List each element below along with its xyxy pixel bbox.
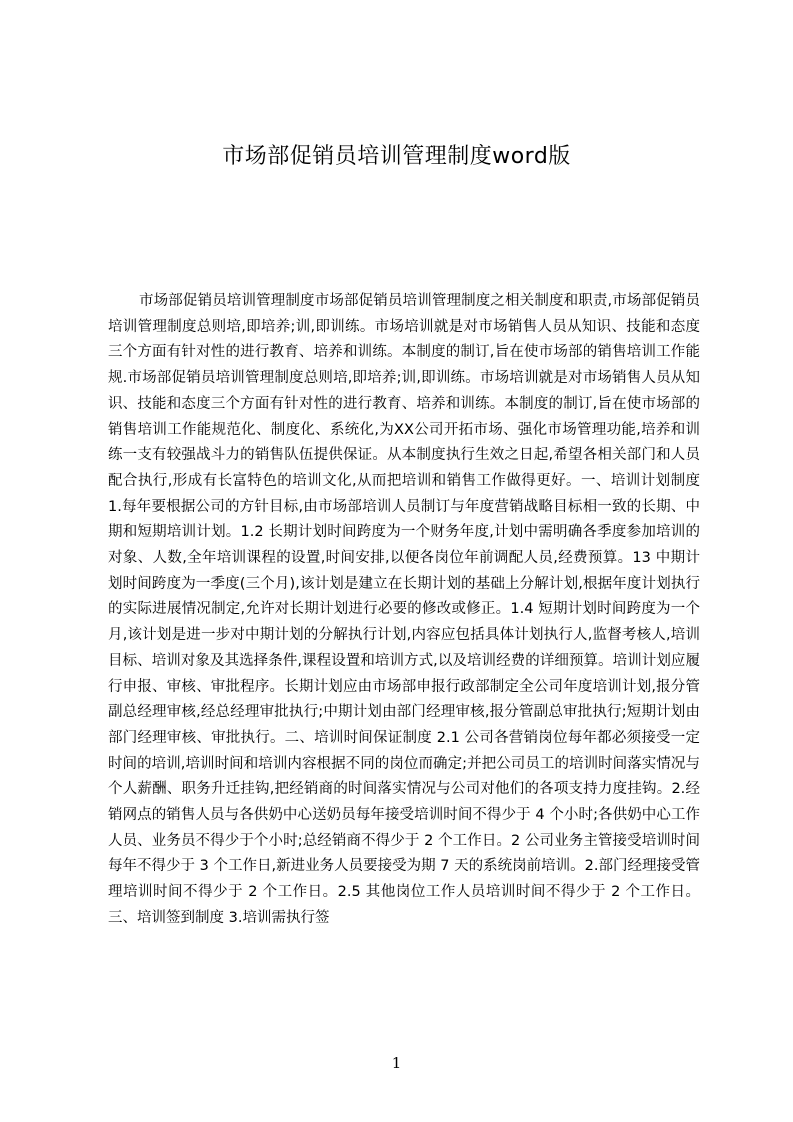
page-title: 市场部促销员培训管理制度word版 [222,144,571,169]
body-paragraph: 市场部促销员培训管理制度市场部促销员培训管理制度之相关制度和职责,市场部促销员培训管理制度总则培,即培养;训,即训练。市场培训就是对市场销售人员从知识、技能和态度三个方面有针对性的进行教育、培养和训练。本制度的制订,旨在使市场部的销售培训工作能规.市场部促销员培训管理制度总则培,即培养;训,即训练。市场培训就是对市场销售人员从知识、技能和态度三个方面有针对性的进行教育、培养和训练。本制度的制订,旨在使市场部的销售培训工作能规范化、制度化、系统化,为XX公司开拓市场、强化市场管理功能,培养和训练一支有较强战斗力的销售队伍提供保证。从本制度执行生效之日起,希望各相关部门和人员配合执行,形成有长富特色的培训文化,从而把培训和销售工作做得更好。一、培训计划制度 1.每年要根据公司的方针目标,由市场部培训人员制订与年度营销战略目标相一致的长期、中期和短期培训计划。1.2 长期计划时间跨度为一个财务年度,计划中需明确各季度参加培训的对象、人数,全年培训课程的设置,时间安排,以便各岗位年前调配人员,经费预算。13 中期计划时间跨度为一季度(三个月),该计划是建立在长期计划的基础上分解计划,根据年度计划执行的实际进展情况制定,允许对长期计划进行必要的修改或修正。1.4 短期计划时间跨度为一个月,该计划是进一步对中期计划的分解执行计划,内容应包括具体计划执行人,监督考核人,培训目标、培训对象及其选择条件,课程设置和培训方式,以及培训经费的详细预算。培训计划应履行申报、审核、审批程序。长期计划应由市场部申报行政部制定全公司年度培训计划,报分管副总经理审核,经总经理审批执行;中期计划由部门经理审核,报分管副总审批执行;短期计划由部门经理审核、审批执行。二、培训时间保证制度 2.1 公司各营销岗位每年都必须接受一定时间的培训,培训时间和培训内容根据不同的岗位而确定;并把公司员工的培训时间落实情况与个人薪酬、职务升迁挂钩,把经销商的时间落实情况与公司对他们的各项支持力度挂钩。2.经销网点的销售人员与各供奶中心送奶员每年接受培训时间不得少于 4 个小时;各供奶中心工作人员、业务员不得少于个小时;总经销商不得少于 2 个工作日。2 公司业务主管接受培训时间每年不得少于 3 个工作日,新进业务人员要接受为期 7 天的系统岗前培训。2.部门经理接受管理培训时间不得少于 2 个工作日。2.5 其他岗位工作人员培训时间不得少于 2 个工作日。三、培训签到制度 3.培训需执行签 [108,293,700,926]
page-number: 1 [391,1054,402,1072]
